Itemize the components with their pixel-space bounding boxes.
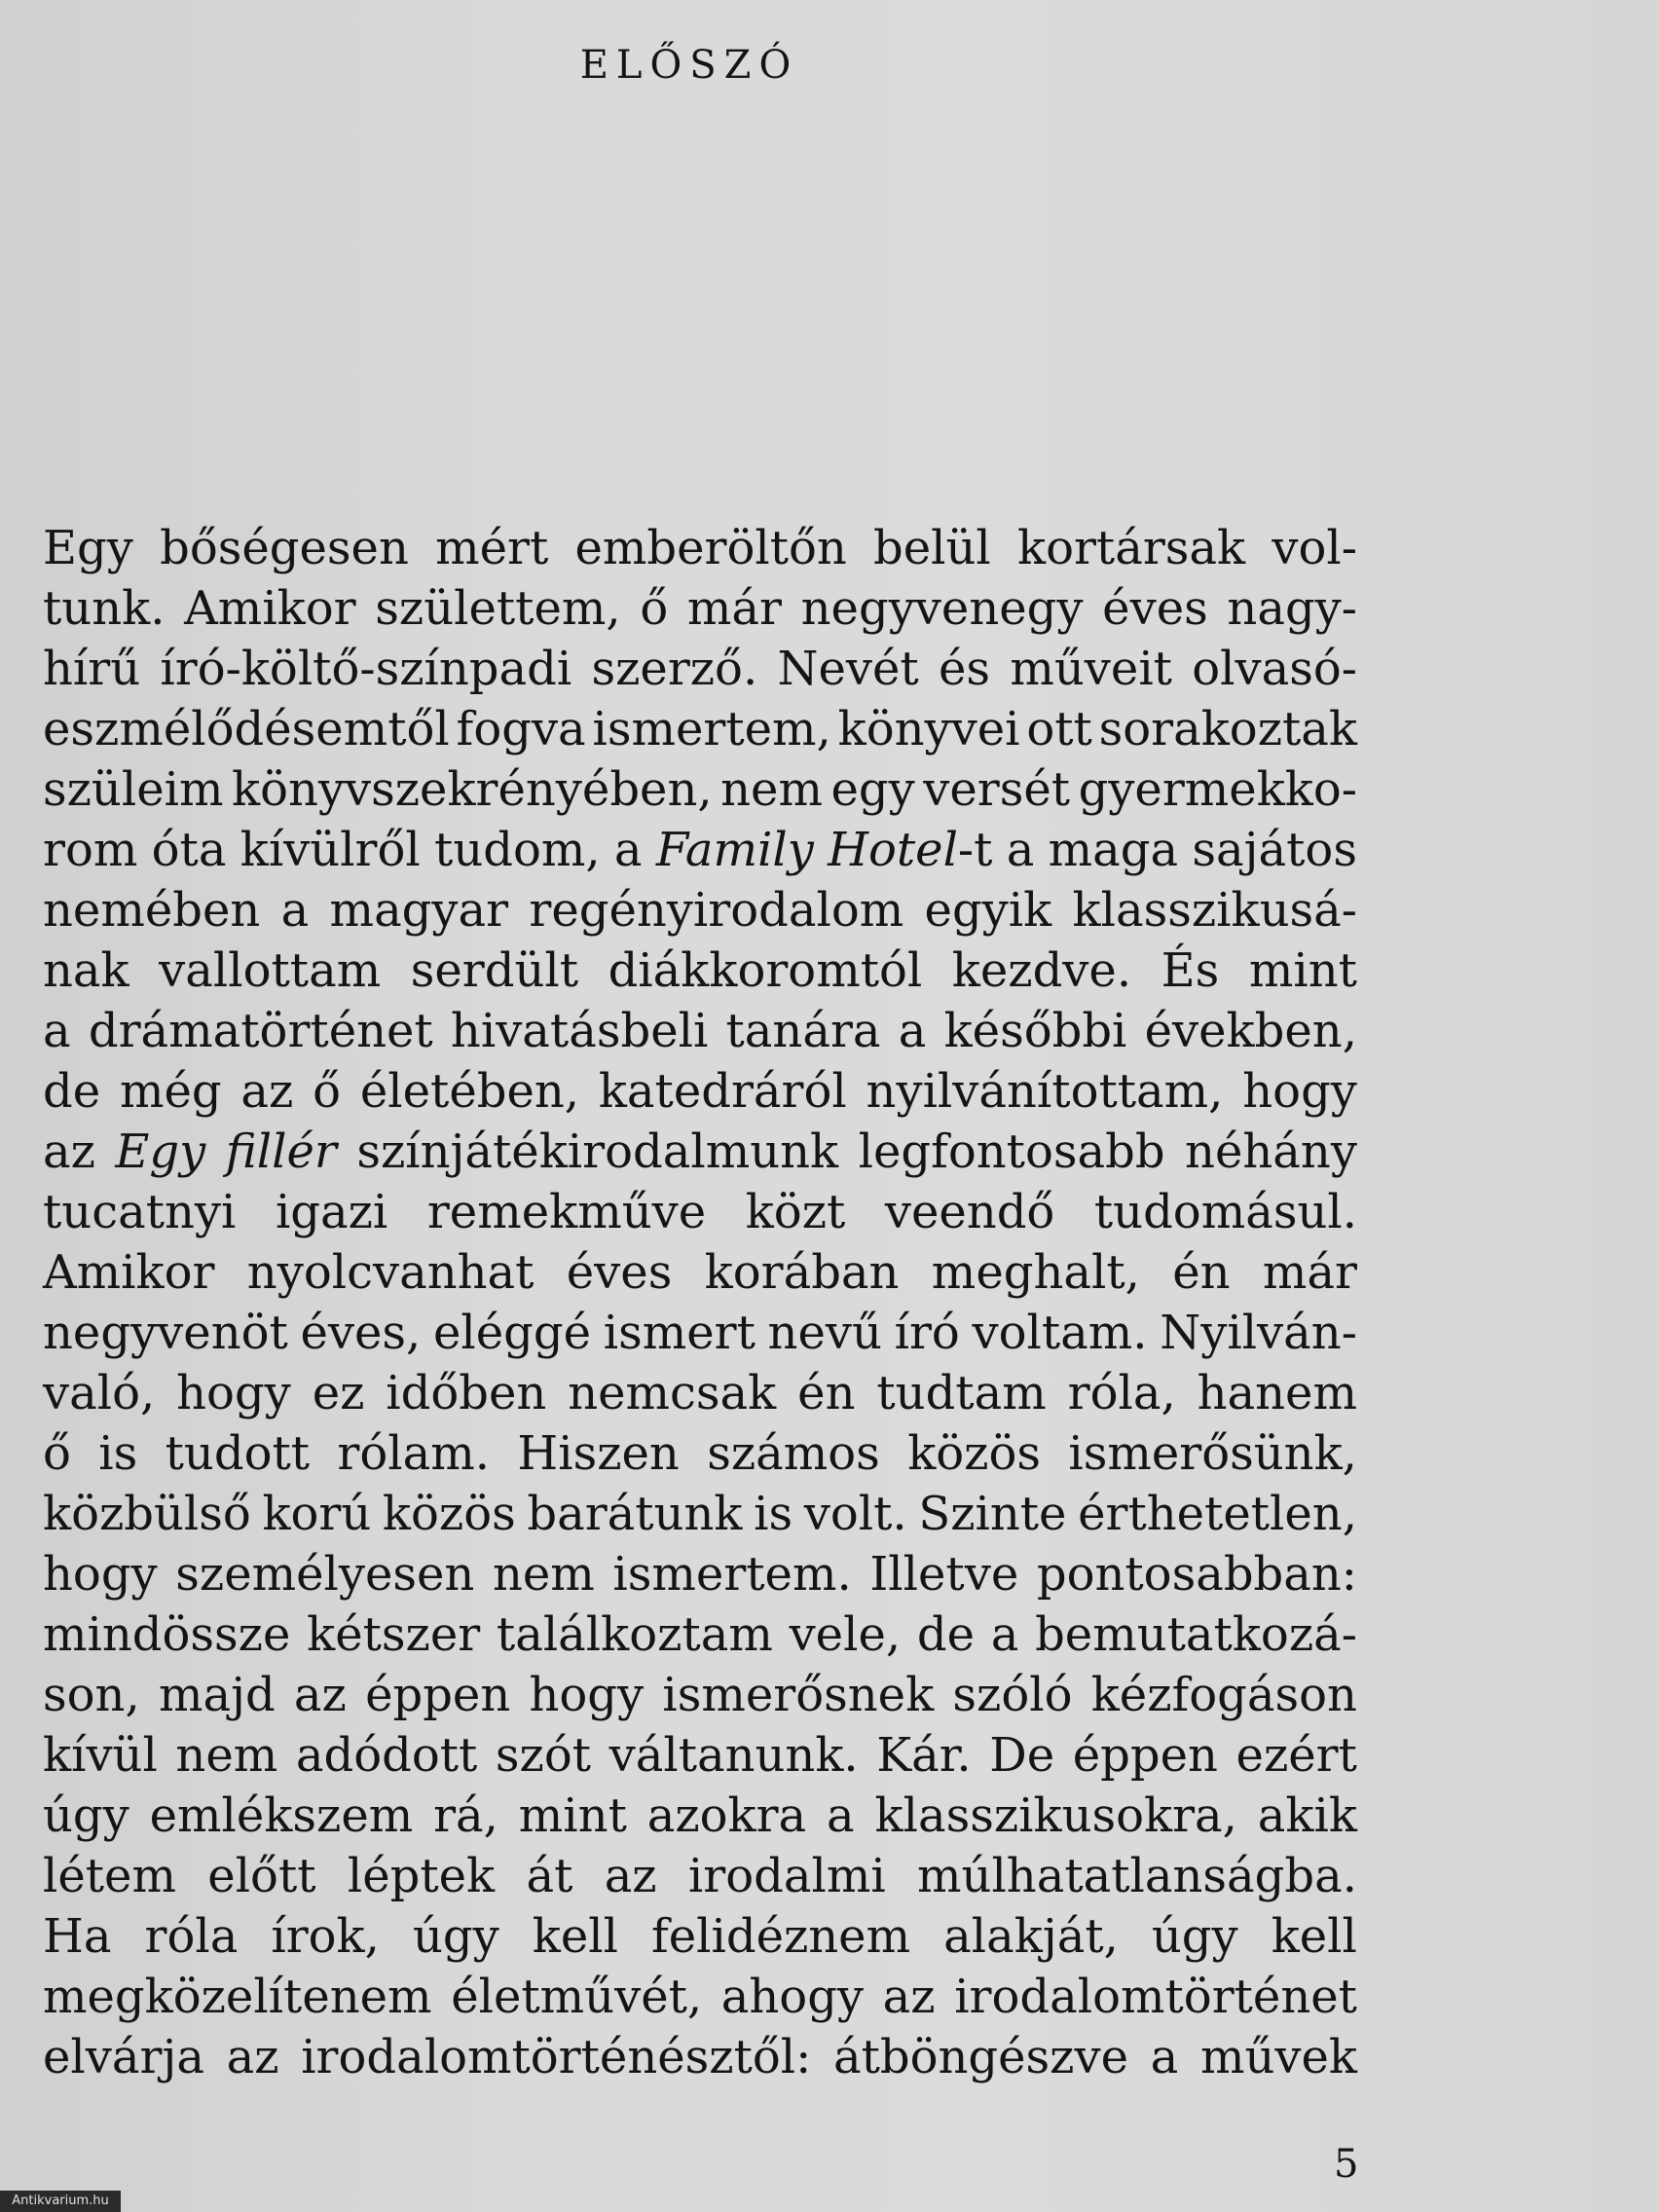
text-line: nak vallottam serdült diákkoromtól kezdve. És mint [43,943,1357,998]
text-line: megközelítenem életművét, ahogy az irodalomtörténet [43,1970,1357,2024]
text-line: de még az ő életében, katedráról nyilvánítottam, hogy [43,1064,1357,1119]
text-line: Egy bőségesen mért emberöltőn belül kortársak vol- [43,521,1357,575]
text-line: negyvenöt éves, eléggé ismert nevű író voltam. Nyilván- [43,1306,1357,1360]
text-line: közbülső korú közös barátunk is volt. Szinte érthetetlen, [43,1487,1357,1541]
text-line: ő is tudott rólam. Hiszen számos közös ismerősünk, [43,1426,1357,1481]
text-line: son, majd az éppen hogy ismerősnek szóló kézfogáson [43,1668,1357,1722]
text-line: elvárja az irodalomtörténésztől: átböngészve a művek [43,2030,1357,2084]
text-line: a drámatörténet hivatásbeli tanára a későbbi években, [43,1004,1357,1058]
text-line: nemében a magyar regényirodalom egyik klasszikusá- [43,883,1357,938]
text-line: eszmélődésemtől fogva ismertem, könyvei ott sorakoztak [43,702,1357,756]
text-line: hogy személyesen nem ismertem. Illetve pontosabban: [43,1547,1357,1602]
text-line: való, hogy ez időben nemcsak én tudtam róla, hanem [43,1366,1357,1420]
text-line: létem előtt léptek át az irodalmi múlhatatlanságba. [43,1849,1357,1903]
chapter-heading: ELŐSZÓ [579,43,799,88]
text-line: mindössze kétszer találkoztam vele, de a bemutatkozá- [43,1607,1357,1662]
text-line: hírű író-költő-színpadi szerző. Nevét és műveit olvasó- [43,642,1357,696]
watermark: Antikvarium.hu [0,2191,121,2212]
page-number: 5 [1334,2142,1359,2187]
text-line: kívül nem adódott szót váltanunk. Kár. De éppen ezért [43,1728,1357,1783]
text-line: úgy emlékszem rá, mint azokra a klasszikusokra, akik [43,1788,1357,1843]
text-line: tunk. Amikor születtem, ő már negyvenegy éves nagy- [43,581,1357,636]
body-text [43,518,1357,2087]
text-line: szüleim könyvszekrényében, nem egy versét gyermekko- [43,762,1357,817]
text-line: Amikor nyolcvanhat éves korában meghalt, én már [43,1245,1357,1300]
text-line: Ha róla írok, úgy kell felidéznem alakját, úgy kell [43,1909,1357,1964]
text-line: az Egy fillér színjátékirodalmunk legfontosabb néhány [43,1124,1357,1179]
text-line: tucatnyi igazi remekműve közt veendő tudomásul. [43,1185,1357,1239]
text-line: rom óta kívülről tudom, a Family Hotel-t a maga sajátos [43,823,1357,877]
